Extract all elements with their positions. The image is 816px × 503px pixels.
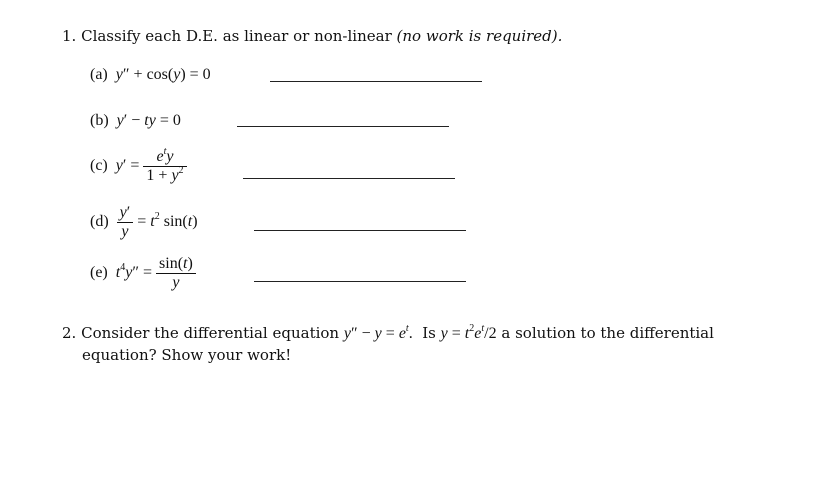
question-2-tail: a solution to the differential [501,324,714,342]
part-b [90,112,181,130]
question-2-lead: Consider the differential equation [81,324,340,342]
part-a [90,66,211,84]
question-2-equation: $y'' - y = e^t$. [343,323,413,342]
question-1 [62,27,562,45]
part-e [90,255,196,292]
question-2-number: 2. [62,324,77,342]
question-1-text: Classify each D.E. as linear or non-linear [81,27,392,45]
part-d [90,204,198,241]
question-1-number: 1. [62,27,77,45]
part-d-label: (d) [90,213,109,231]
question-1-note: (no work is required). [396,27,563,45]
question-2-line-1 [62,324,714,343]
part-c [90,148,187,185]
part-a-label: (a) [90,66,108,83]
part-e-label: (e) [90,264,108,282]
part-e-answer-blank[interactable] [254,281,466,282]
part-c-answer-blank[interactable] [243,178,455,179]
part-b-equation: y′ − ty = 0 [116,112,181,129]
part-d-answer-blank[interactable] [254,230,466,231]
part-b-label: (b) [90,112,109,129]
question-2-line-2: equation? Show your work! [82,346,292,364]
part-b-answer-blank[interactable] [237,126,449,127]
part-e-equation: $t^4y''$ = $\frac{\sin(t)}{y}$ [116,264,196,281]
part-a-answer-blank[interactable] [270,81,482,82]
part-c-equation: y′ = $\frac{e^ty}{1 + y^2}$ [116,157,187,174]
question-2-mid: Is [422,324,436,342]
part-d-equation: $\frac{y'}{y}$ = $t^2$ sin(t) [117,213,198,230]
part-a-equation: y″ + cos(y) = 0 [115,66,211,83]
part-c-label: (c) [90,157,108,175]
question-2-candidate: $y = t^2e^t/2$ [440,323,497,342]
